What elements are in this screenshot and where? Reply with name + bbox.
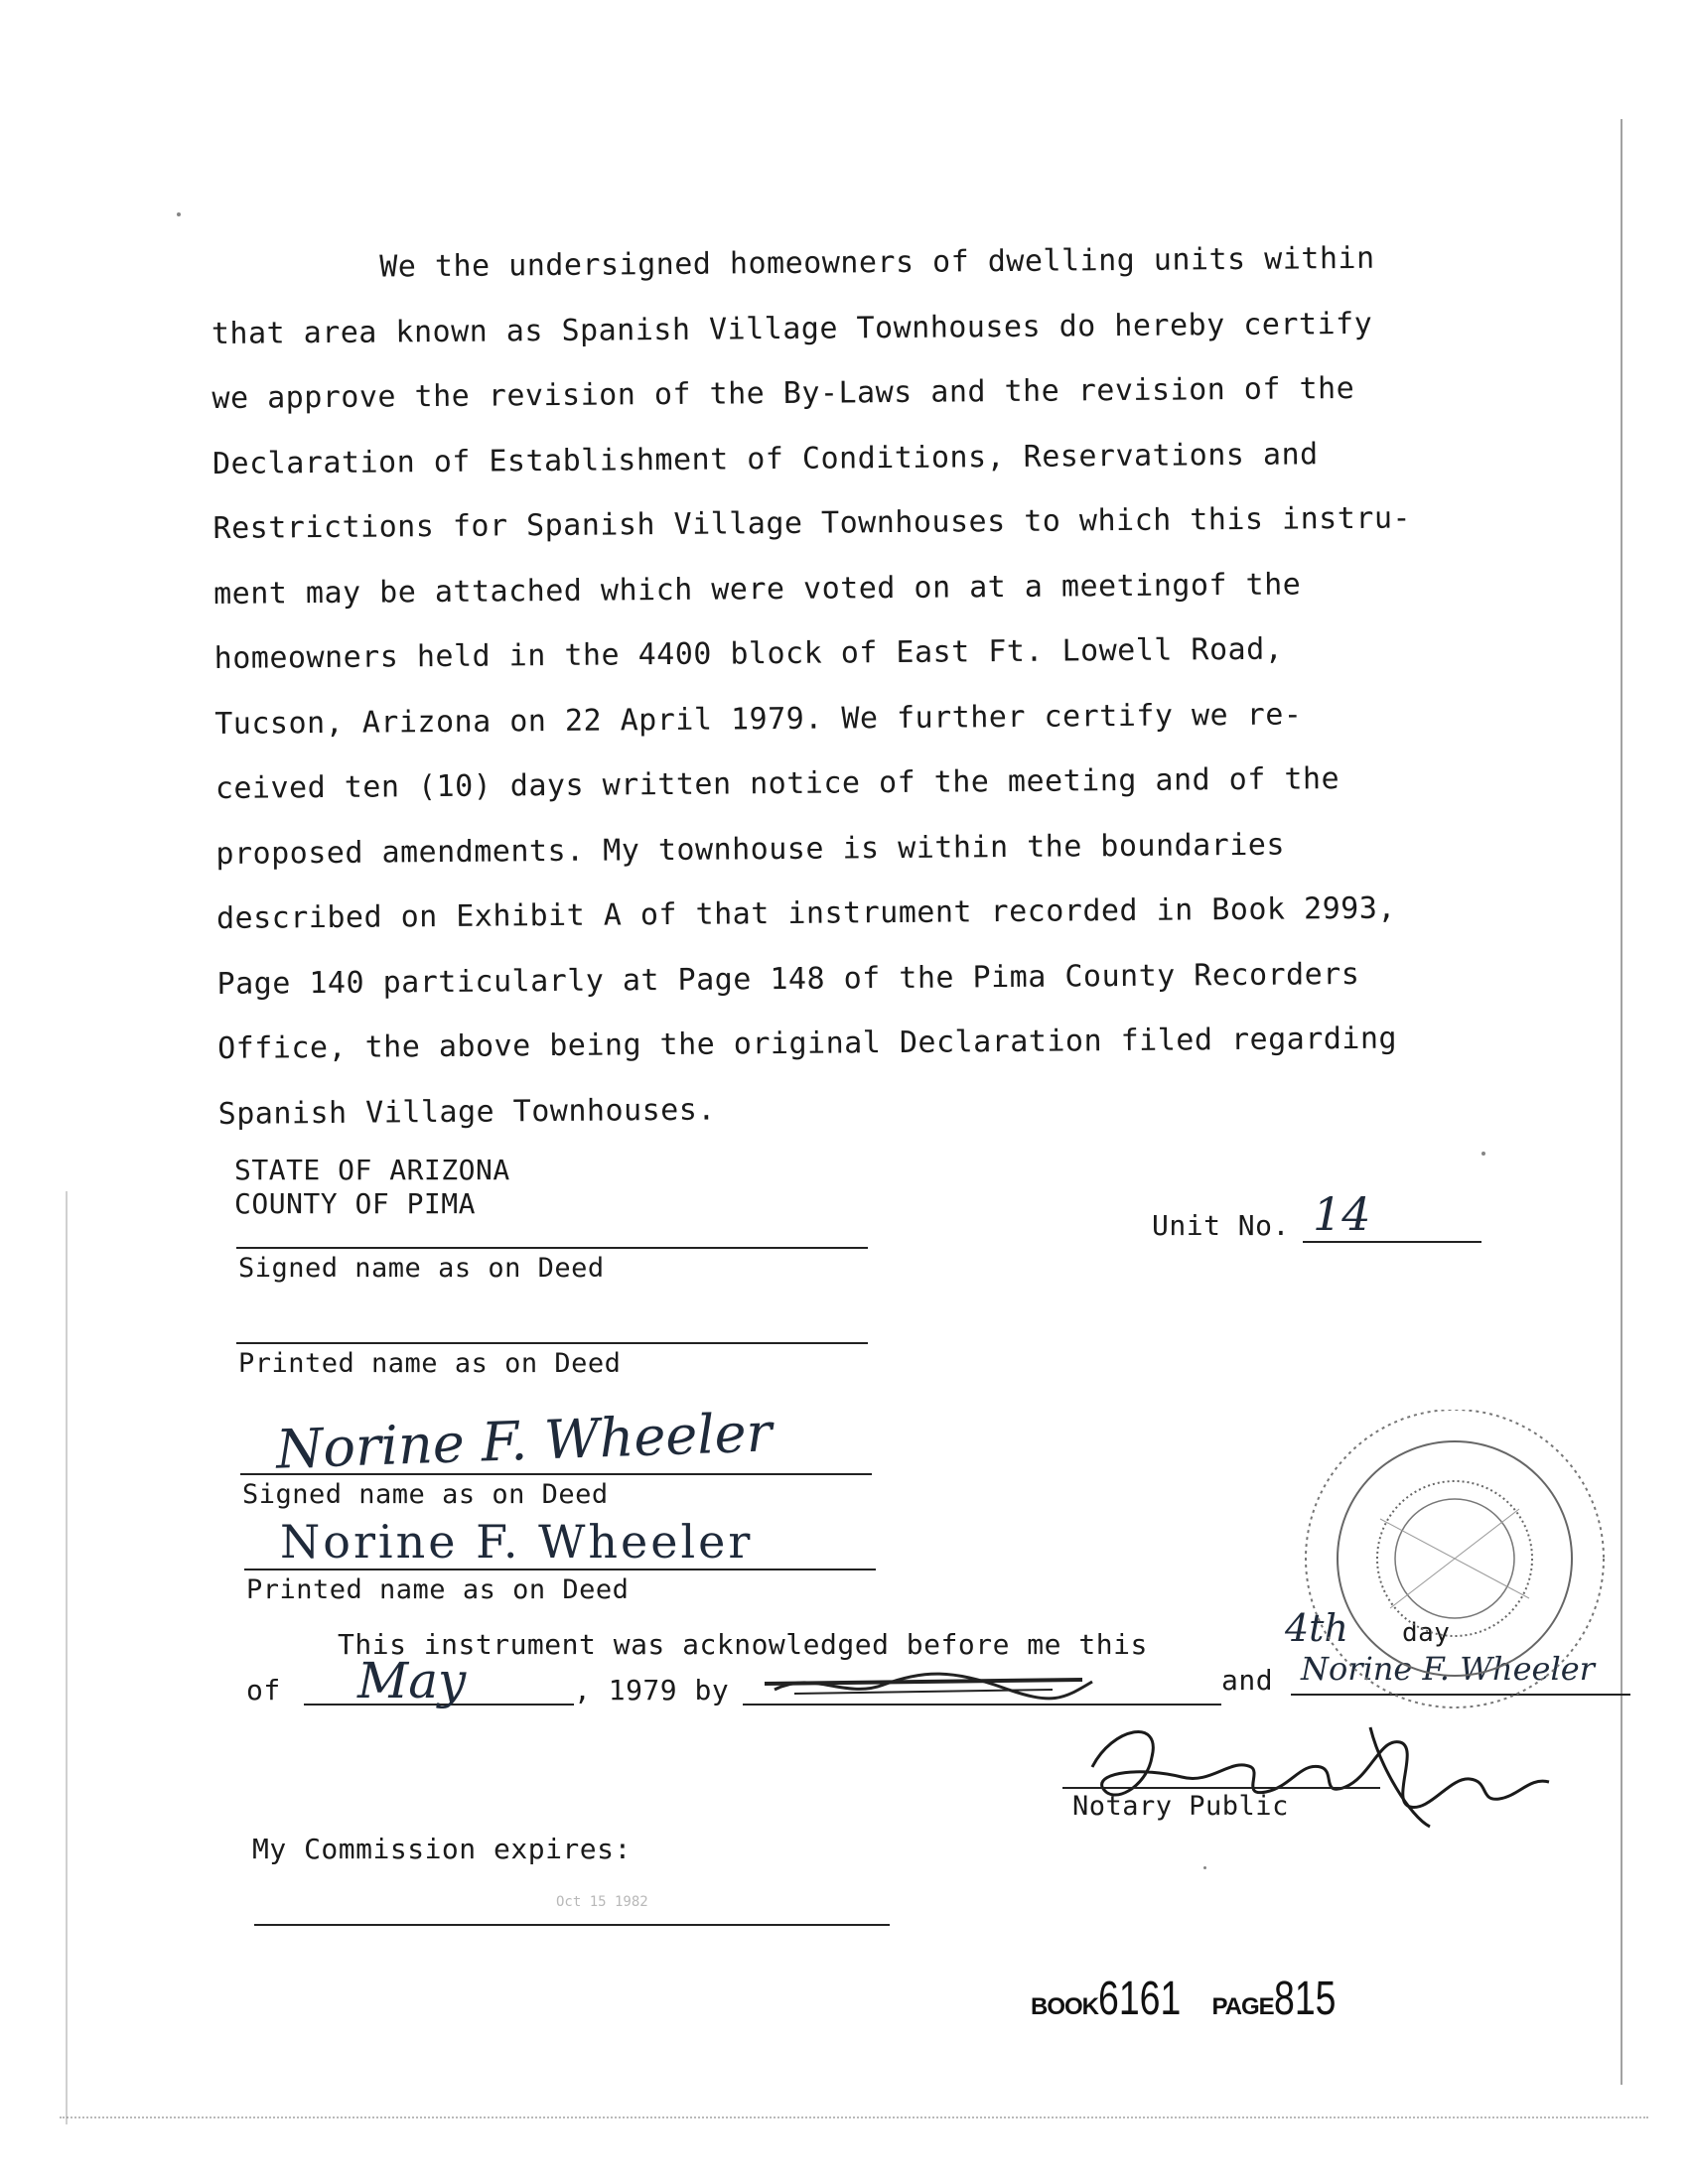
scan-edge-left — [66, 1191, 68, 2124]
printed-name-line — [236, 1342, 868, 1344]
paragraph-line: Page 140 particularly at Page 148 of the Pima County Recorders — [216, 956, 1360, 1002]
year-text: , 1979 by — [574, 1674, 730, 1706]
certification-paragraph — [211, 225, 1470, 1147]
paragraph-line: Tucson, Arizona on 22 April 1979. We further certify we re- — [214, 696, 1303, 742]
signed-name-line — [240, 1473, 872, 1475]
paragraph-line: Restrictions for Spanish Village Townhouses to which this instru- — [212, 500, 1412, 546]
signed-name-label: Signed name as on Deed — [238, 1253, 605, 1284]
commission-label: My Commission expires: — [252, 1833, 632, 1865]
of-word: of — [246, 1674, 281, 1706]
struck-out-name — [755, 1660, 1102, 1709]
scan-edge-bottom — [60, 2116, 1648, 2118]
day-word: day — [1402, 1618, 1451, 1648]
notary-seal — [1291, 1410, 1609, 1717]
book-label: BOOK — [1031, 1993, 1098, 2020]
commission-line — [254, 1924, 890, 1926]
venue-county: COUNTY OF PIMA — [234, 1187, 477, 1220]
unit-value: 14 — [1313, 1187, 1371, 1241]
acknowledgment-month: May — [357, 1652, 467, 1709]
paragraph-line: Declaration of Establishment of Conditions, Reservations and — [212, 436, 1319, 481]
recording-reference — [1031, 1972, 1353, 2026]
signed-name-line — [236, 1247, 868, 1249]
page-label: PAGE — [1211, 1993, 1274, 2020]
scan-edge-right — [1621, 119, 1622, 2085]
paragraph-line: homeowners held in the 4400 block of East Ft. Lowell Road, — [213, 631, 1284, 676]
paragraph-line: Office, the above being the original Declaration filed regarding — [216, 1021, 1398, 1066]
scan-speck — [1203, 1866, 1206, 1869]
venue-state: STATE OF ARIZONA — [234, 1154, 510, 1186]
paragraph-line: ment may be attached which were voted on at a meetingof the — [212, 566, 1302, 612]
page-number: 815 — [1273, 1973, 1337, 2025]
scan-speck — [1481, 1152, 1485, 1156]
paragraph-line: proposed amendments. My townhouse is within the boundaries — [215, 827, 1286, 872]
notary-label: Notary Public — [1072, 1791, 1289, 1822]
paragraph-line: described on Exhibit A of that instrument recorded in Book 2993, — [215, 890, 1397, 936]
homeowner-signature: Norine F. Wheeler — [275, 1401, 774, 1481]
printed-name-label: Printed name as on Deed — [238, 1348, 622, 1379]
acknowledgment-and-name: Norine F. Wheeler — [1301, 1650, 1595, 1688]
notary-line — [1062, 1787, 1380, 1789]
scan-speck — [177, 212, 181, 216]
acknowledgment-text: This instrument was acknowledged before me this — [338, 1628, 1148, 1661]
acknowledgment-day: 4th — [1285, 1606, 1348, 1650]
paragraph-line: that area known as Spanish Village Townhouses do hereby certify — [211, 306, 1373, 351]
paragraph-line: Spanish Village Townhouses. — [217, 1092, 717, 1132]
homeowner-printed-name: Norine F. Wheeler — [280, 1515, 754, 1569]
signed-name-label: Signed name as on Deed — [242, 1479, 609, 1510]
printed-name-label: Printed name as on Deed — [246, 1574, 630, 1605]
paragraph-line: we approve the revision of the By-Laws and the revision of the — [212, 370, 1355, 416]
paragraph-line: We the undersigned homeowners of dwelling units within — [379, 240, 1375, 285]
book-number: 6161 — [1098, 1973, 1182, 2025]
printed-name-line — [244, 1569, 876, 1570]
paragraph-line: ceived ten (10) days written notice of the meeting and of the — [214, 761, 1340, 806]
unit-label: Unit No. — [1152, 1209, 1290, 1242]
commission-date-faint: Oct 15 1982 — [556, 1894, 648, 1910]
unit-line — [1303, 1241, 1481, 1243]
and-word: and — [1221, 1664, 1274, 1697]
